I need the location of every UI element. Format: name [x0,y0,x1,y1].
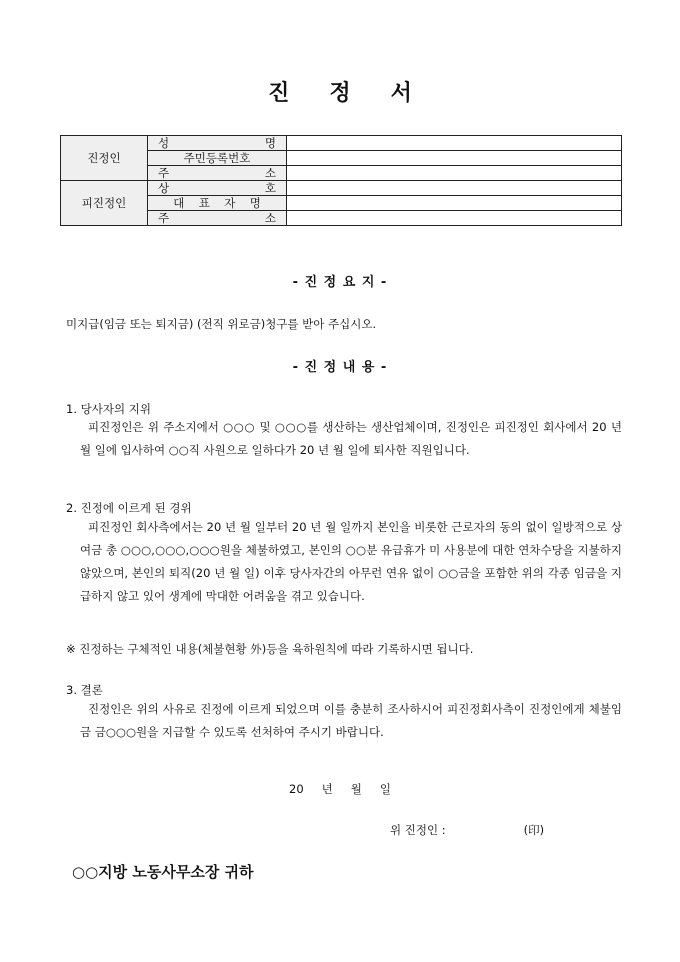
title-char: 정 [329,80,351,106]
content-heading: - 진 정 내 용 - [292,360,388,375]
address-label: 주 소 [148,166,287,181]
section-1-title: 1. 당사자의 지위 [66,402,151,416]
name-label: 성 명 [148,136,287,151]
seal-mark: (印) [523,823,545,837]
note-text: ※ 진정하는 구체적인 내용(체불현황 外)등을 육하원칙에 따라 기록하시면 됩니다. [66,642,474,656]
summary-text: 미지급(임금 또는 퇴지금) (전직 위로금)청구를 받아 주십시오. [66,317,377,331]
document-title [0,76,680,107]
address-field[interactable] [287,166,622,181]
rrn-field[interactable] [287,151,622,166]
rrn-label: 주민등록번호 [148,151,287,166]
section-3-title: 3. 결론 [66,683,103,697]
address2-field[interactable] [287,211,622,226]
complainant-group-label: 진정인 [61,136,148,181]
title-char: 진 [268,80,290,106]
party-info-table [60,135,622,226]
date-line: 20 년 월 일 [289,782,391,796]
signature-label: 위 진정인 : [390,823,446,837]
recipient: ○○지방 노동사무소장 귀하 [72,863,254,881]
representative-field[interactable] [287,196,622,211]
signature-line [390,822,544,838]
summary-heading: - 진 정 요 지 - [292,275,388,290]
section-2-title: 2. 진정에 이르게 된 경위 [66,501,192,515]
section-3-text: 진정인은 위의 사유로 진정에 이르게 되었으며 이를 충분히 조사하시어 피진정회사측이 진정인에게 체불임금 금○○○원을 지급할 수 있도록 선처하여 주시기 바랍니다. [80,702,622,739]
section-2-text: 피진정인 회사측에서는 20 년 월 일부터 20 년 월 일까지 본인을 비롯한 근로자의 동의 없이 일방적으로 상여금 총 ○○○,○○○,○○○원을 체불하였고, 본인의 ○○분 유급휴가 미 사용분에 대한 연차수당을 지불하지 않았으며, 본인의 퇴직(20 년 월 일) 이후 당사자간의 아무런 연유 없이 ○○금을 포함한 위의 각종 임금을 지급하지 않고 있어 생계에 막대한 어려움을 겪고 있습니다. [80,520,622,603]
section-1-text: 피진정인은 위 주소지에서 ○○○ 및 ○○○를 생산하는 생산업체이며, 진정인은 피진정인 회사에서 20 년 월 일에 입사하여 ○○직 사원으로 일하다가 20 년 월 일에 퇴사한 직원입니다. [80,420,622,457]
company-field[interactable] [287,181,622,196]
name-field[interactable] [287,136,622,151]
title-char: 서 [390,80,412,106]
respondent-group-label: 피진정인 [61,181,148,226]
representative-label: 대 표 자 명 [148,196,287,211]
company-label: 상 호 [148,181,287,196]
address2-label: 주 소 [148,211,287,226]
